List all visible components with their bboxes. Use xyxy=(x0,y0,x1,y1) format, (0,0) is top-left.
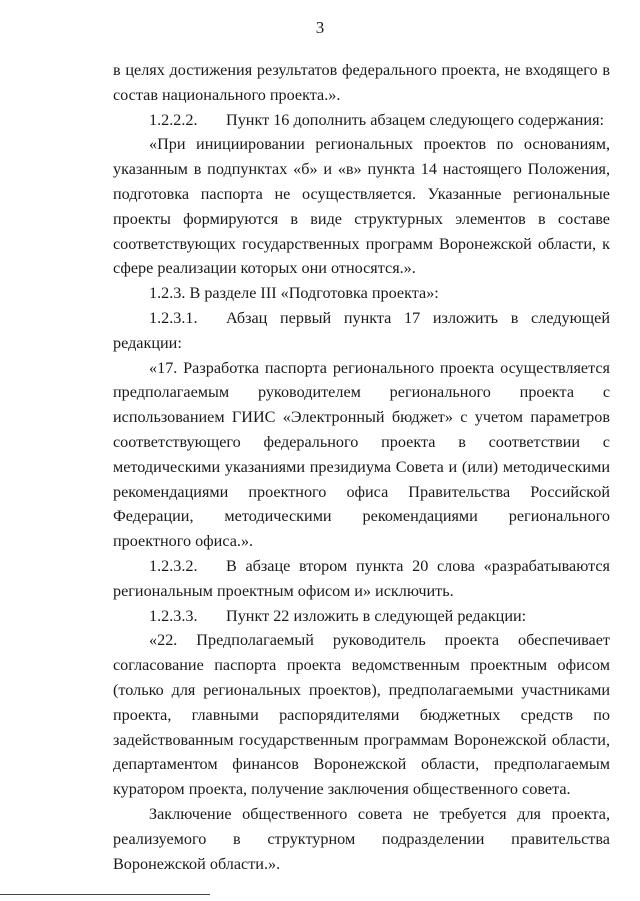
paragraph-text: Абзац первый пункта 17 изложить в следующей редакции: xyxy=(113,308,610,352)
paragraph-3 xyxy=(113,132,610,281)
paragraph-text: Заключение общественного совета не требуется для проекта, реализуемого в структурном подразделении правительства Воронежской области.». xyxy=(113,804,610,873)
paragraph-10 xyxy=(113,802,610,876)
paragraph-text: Пункт 22 изложить в следующей редакции: xyxy=(226,606,527,625)
paragraph-7 xyxy=(113,554,610,604)
document-body xyxy=(113,58,610,876)
paragraph-text: 1.2.3. В разделе III «Подготовка проекта»: xyxy=(149,284,439,303)
paragraph-text: «17. Разработка паспорта регионального проекта осуществляется предполагаемым руководителем регионального проекта с использованием ГИИС «Электронный бюджет» с учетом параметров соответствующего федерального проекта в соответствии с методическими указаниями президиума Совета и (или) методическими рекомендациями проектного офиса Правительства Российской Федерации, методическими рекомендациями регионального проектного офиса.». xyxy=(113,358,610,551)
clause-number: 1.2.3.3. xyxy=(149,606,198,625)
clause-number: 1.2.3.2. xyxy=(149,556,198,575)
paragraph-text: В абзаце втором пункта 20 слова «разрабатываются региональным проектным офисом и» исключить. xyxy=(113,556,610,600)
paragraph-text: в целях достижения результатов федерального проекта, не входящего в состав национального проекта.». xyxy=(113,61,610,104)
paragraph-2 xyxy=(113,108,610,133)
paragraph-text: «22. Предполагаемый руководитель проекта обеспечивает согласование паспорта проекта ведомственным проектным офисом (только для региональных проектов), предполагаемыми участниками проекта, главными распорядителями бюджетных средств по задействованным государственным программам Воронежской области, департаментом финансов Воронежской области, предполагаемым куратором проекта, получение заключения общественного совета. xyxy=(113,631,610,799)
clause-number: 1.2.3.1. xyxy=(149,308,198,327)
clause-number: 1.2.2.2. xyxy=(149,110,198,129)
paragraph-8 xyxy=(113,604,610,629)
paragraph-5 xyxy=(113,306,610,356)
paragraph-text: Пункт 16 дополнить абзацем следующего содержания: xyxy=(226,110,605,129)
paragraph-9 xyxy=(113,628,610,802)
paragraph-4 xyxy=(113,281,610,306)
paragraph-6 xyxy=(113,356,610,554)
paragraph-1 xyxy=(113,58,610,108)
paragraph-text: «При инициировании региональных проектов по основаниям, указанным в подпунктах «б» и «в» пункта 14 настоящего Положения, подготовка паспорта не осуществляется. Указанные региональные проекты формируются в виде структурных элементов в составе соответствующих государственных программ Воронежской области, к сфере реализации которых они относятся.». xyxy=(113,135,610,278)
footer-rule xyxy=(0,894,210,895)
page-number: 3 xyxy=(315,18,325,37)
